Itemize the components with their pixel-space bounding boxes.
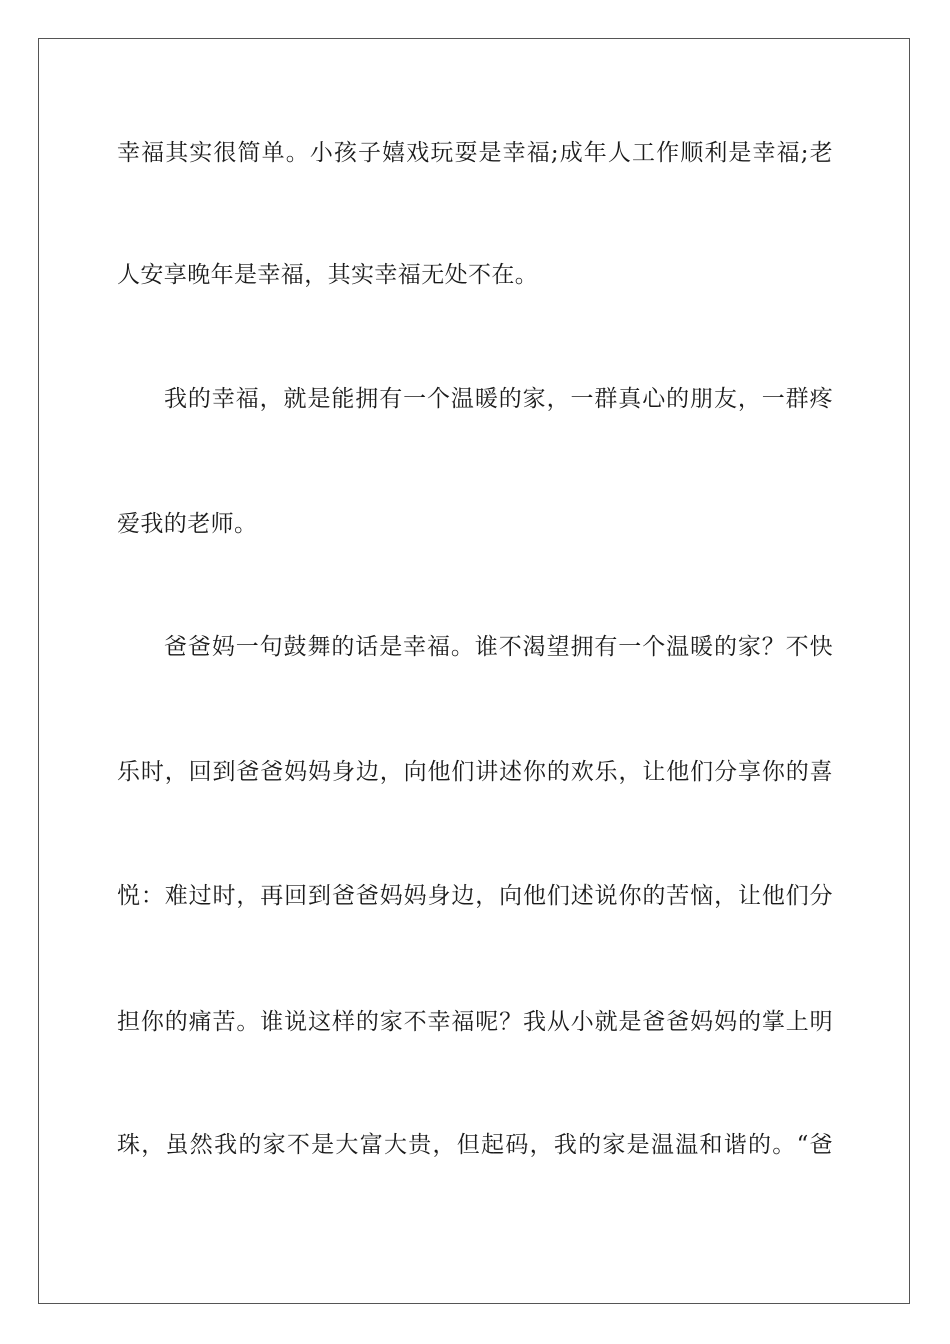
text-line: 乐时，回到爸爸妈妈身边，向他们讲述你的欢乐，让他们分享你的喜 — [117, 759, 833, 785]
text-line: 担你的痛苦。谁说这样的家不幸福呢？我从小就是爸爸妈妈的掌上明 — [117, 1009, 833, 1035]
text-line: 人安享晚年是幸福，其实幸福无处不在。 — [117, 262, 539, 288]
text-line: 爱我的老师。 — [117, 511, 258, 537]
text-line: 幸福其实很简单。小孩子嬉戏玩耍是幸福;成年人工作顺利是幸福;老 — [117, 140, 833, 166]
text-line: 爸爸妈一句鼓舞的话是幸福。谁不渴望拥有一个温暖的家？不快 — [164, 634, 833, 660]
text-line: 珠，虽然我的家不是大富大贵，但起码，我的家是温温和谐的。“爸 — [117, 1132, 833, 1158]
text-line: 悦：难过时，再回到爸爸妈妈身边，向他们述说你的苦恼，让他们分 — [117, 883, 833, 909]
page-frame — [38, 38, 910, 1304]
text-line: 我的幸福，就是能拥有一个温暖的家，一群真心的朋友，一群疼 — [164, 386, 833, 412]
